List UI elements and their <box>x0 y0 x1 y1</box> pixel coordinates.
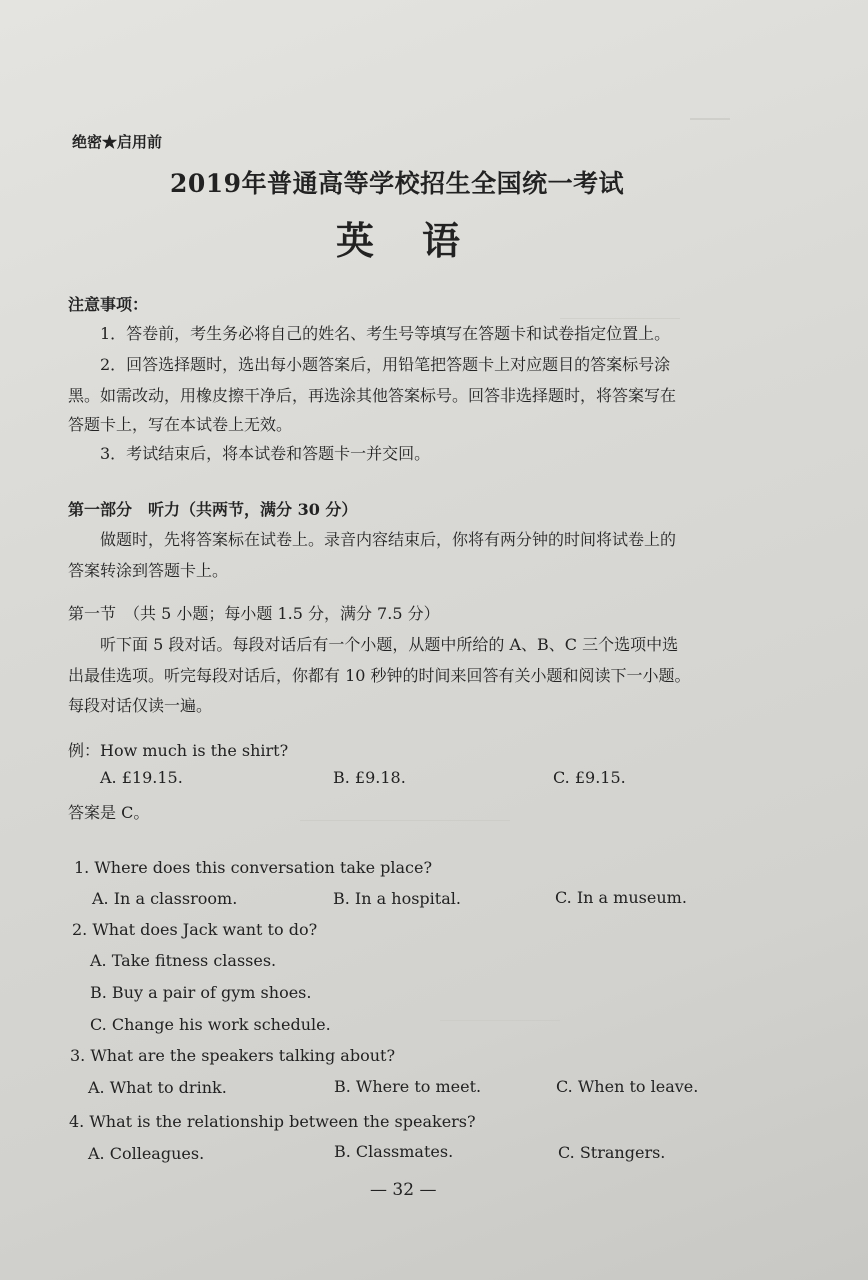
notes-item-1: 1．答卷前，考生务必将自己的姓名、考生号等填写在答题卡和试卷指定位置上。 <box>100 324 671 343</box>
question-3-option-a: A. What to drink. <box>88 1078 227 1097</box>
question-4-option-c: C. Strangers. <box>558 1143 666 1162</box>
question-4-option-a: A. Colleagues. <box>88 1144 205 1163</box>
question-2-option-b: B. Buy a pair of gym shoes. <box>90 983 312 1002</box>
question-4-option-b: B. Classmates. <box>334 1142 454 1161</box>
section1-heading: 第一节 （共 5 小题；每小题 1.5 分，满分 7.5 分） <box>68 604 440 623</box>
question-3-option-b: B. Where to meet. <box>334 1077 482 1096</box>
bleed-through-mark <box>440 1000 560 1021</box>
section1-instruction-line-1: 听下面 5 段对话。每段对话后有一个小题，从题中所给的 A、B、C 三个选项中选 <box>100 635 679 654</box>
question-4: 4. What is the relationship between the speakers? <box>69 1112 476 1131</box>
part1-instruction-line-2: 答案转涂到答题卡上。 <box>68 561 229 580</box>
example-answer: 答案是 C。 <box>68 803 150 822</box>
example-option-a: A. £19.15. <box>100 768 183 787</box>
notes-item-2-line-3: 答题卡上，写在本试卷上无效。 <box>68 415 293 434</box>
question-1-option-b: B. In a hospital. <box>333 889 461 908</box>
example-question: 例：How much is the shirt? <box>68 741 289 760</box>
exam-title: 2019年普通高等学校招生全国统一考试 <box>170 169 625 198</box>
notes-item-2-line-1: 2．回答选择题时，选出每小题答案后，用铅笔把答题卡上对应题目的答案标号涂 <box>100 355 671 374</box>
notes-item-3: 3．考试结束后，将本试卷和答题卡一并交回。 <box>100 444 431 463</box>
notes-item-2-line-2: 黑。如需改动，用橡皮擦干净后，再选涂其他答案标号。回答非选择题时，将答案写在 <box>68 386 677 405</box>
notes-heading: 注意事项： <box>68 295 149 314</box>
section1-instruction-line-3: 每段对话仅读一遍。 <box>68 696 213 715</box>
page-number: — 32 — <box>370 1180 437 1200</box>
question-1-option-a: A. In a classroom. <box>92 889 238 908</box>
section1-instruction-line-2: 出最佳选项。听完每段对话后，你都有 10 秒钟的时间来回答有关小题和阅读下一小题。 <box>68 666 691 685</box>
question-2: 2. What does Jack want to do? <box>72 920 318 939</box>
question-2-option-c: C. Change his work schedule. <box>90 1015 331 1034</box>
confidential-label: 绝密★启用前 <box>72 133 163 151</box>
bleed-through-mark <box>690 118 730 134</box>
part1-heading: 第一部分 听力（共两节，满分 30 分） <box>68 500 358 519</box>
bleed-through-mark <box>560 300 680 319</box>
question-1: 1. Where does this conversation take place? <box>74 858 433 877</box>
bleed-through-mark <box>300 820 510 851</box>
question-3: 3. What are the speakers talking about? <box>70 1046 396 1065</box>
example-option-c: C. £9.15. <box>553 768 626 787</box>
question-1-option-c: C. In a museum. <box>555 888 687 907</box>
subject-title: 英语 <box>336 218 509 263</box>
question-2-option-a: A. Take fitness classes. <box>90 951 277 970</box>
part1-instruction-line-1: 做题时，先将答案标在试卷上。录音内容结束后，你将有两分钟的时间将试卷上的 <box>100 530 677 549</box>
question-3-option-c: C. When to leave. <box>556 1077 699 1096</box>
example-option-b: B. £9.18. <box>333 768 406 787</box>
